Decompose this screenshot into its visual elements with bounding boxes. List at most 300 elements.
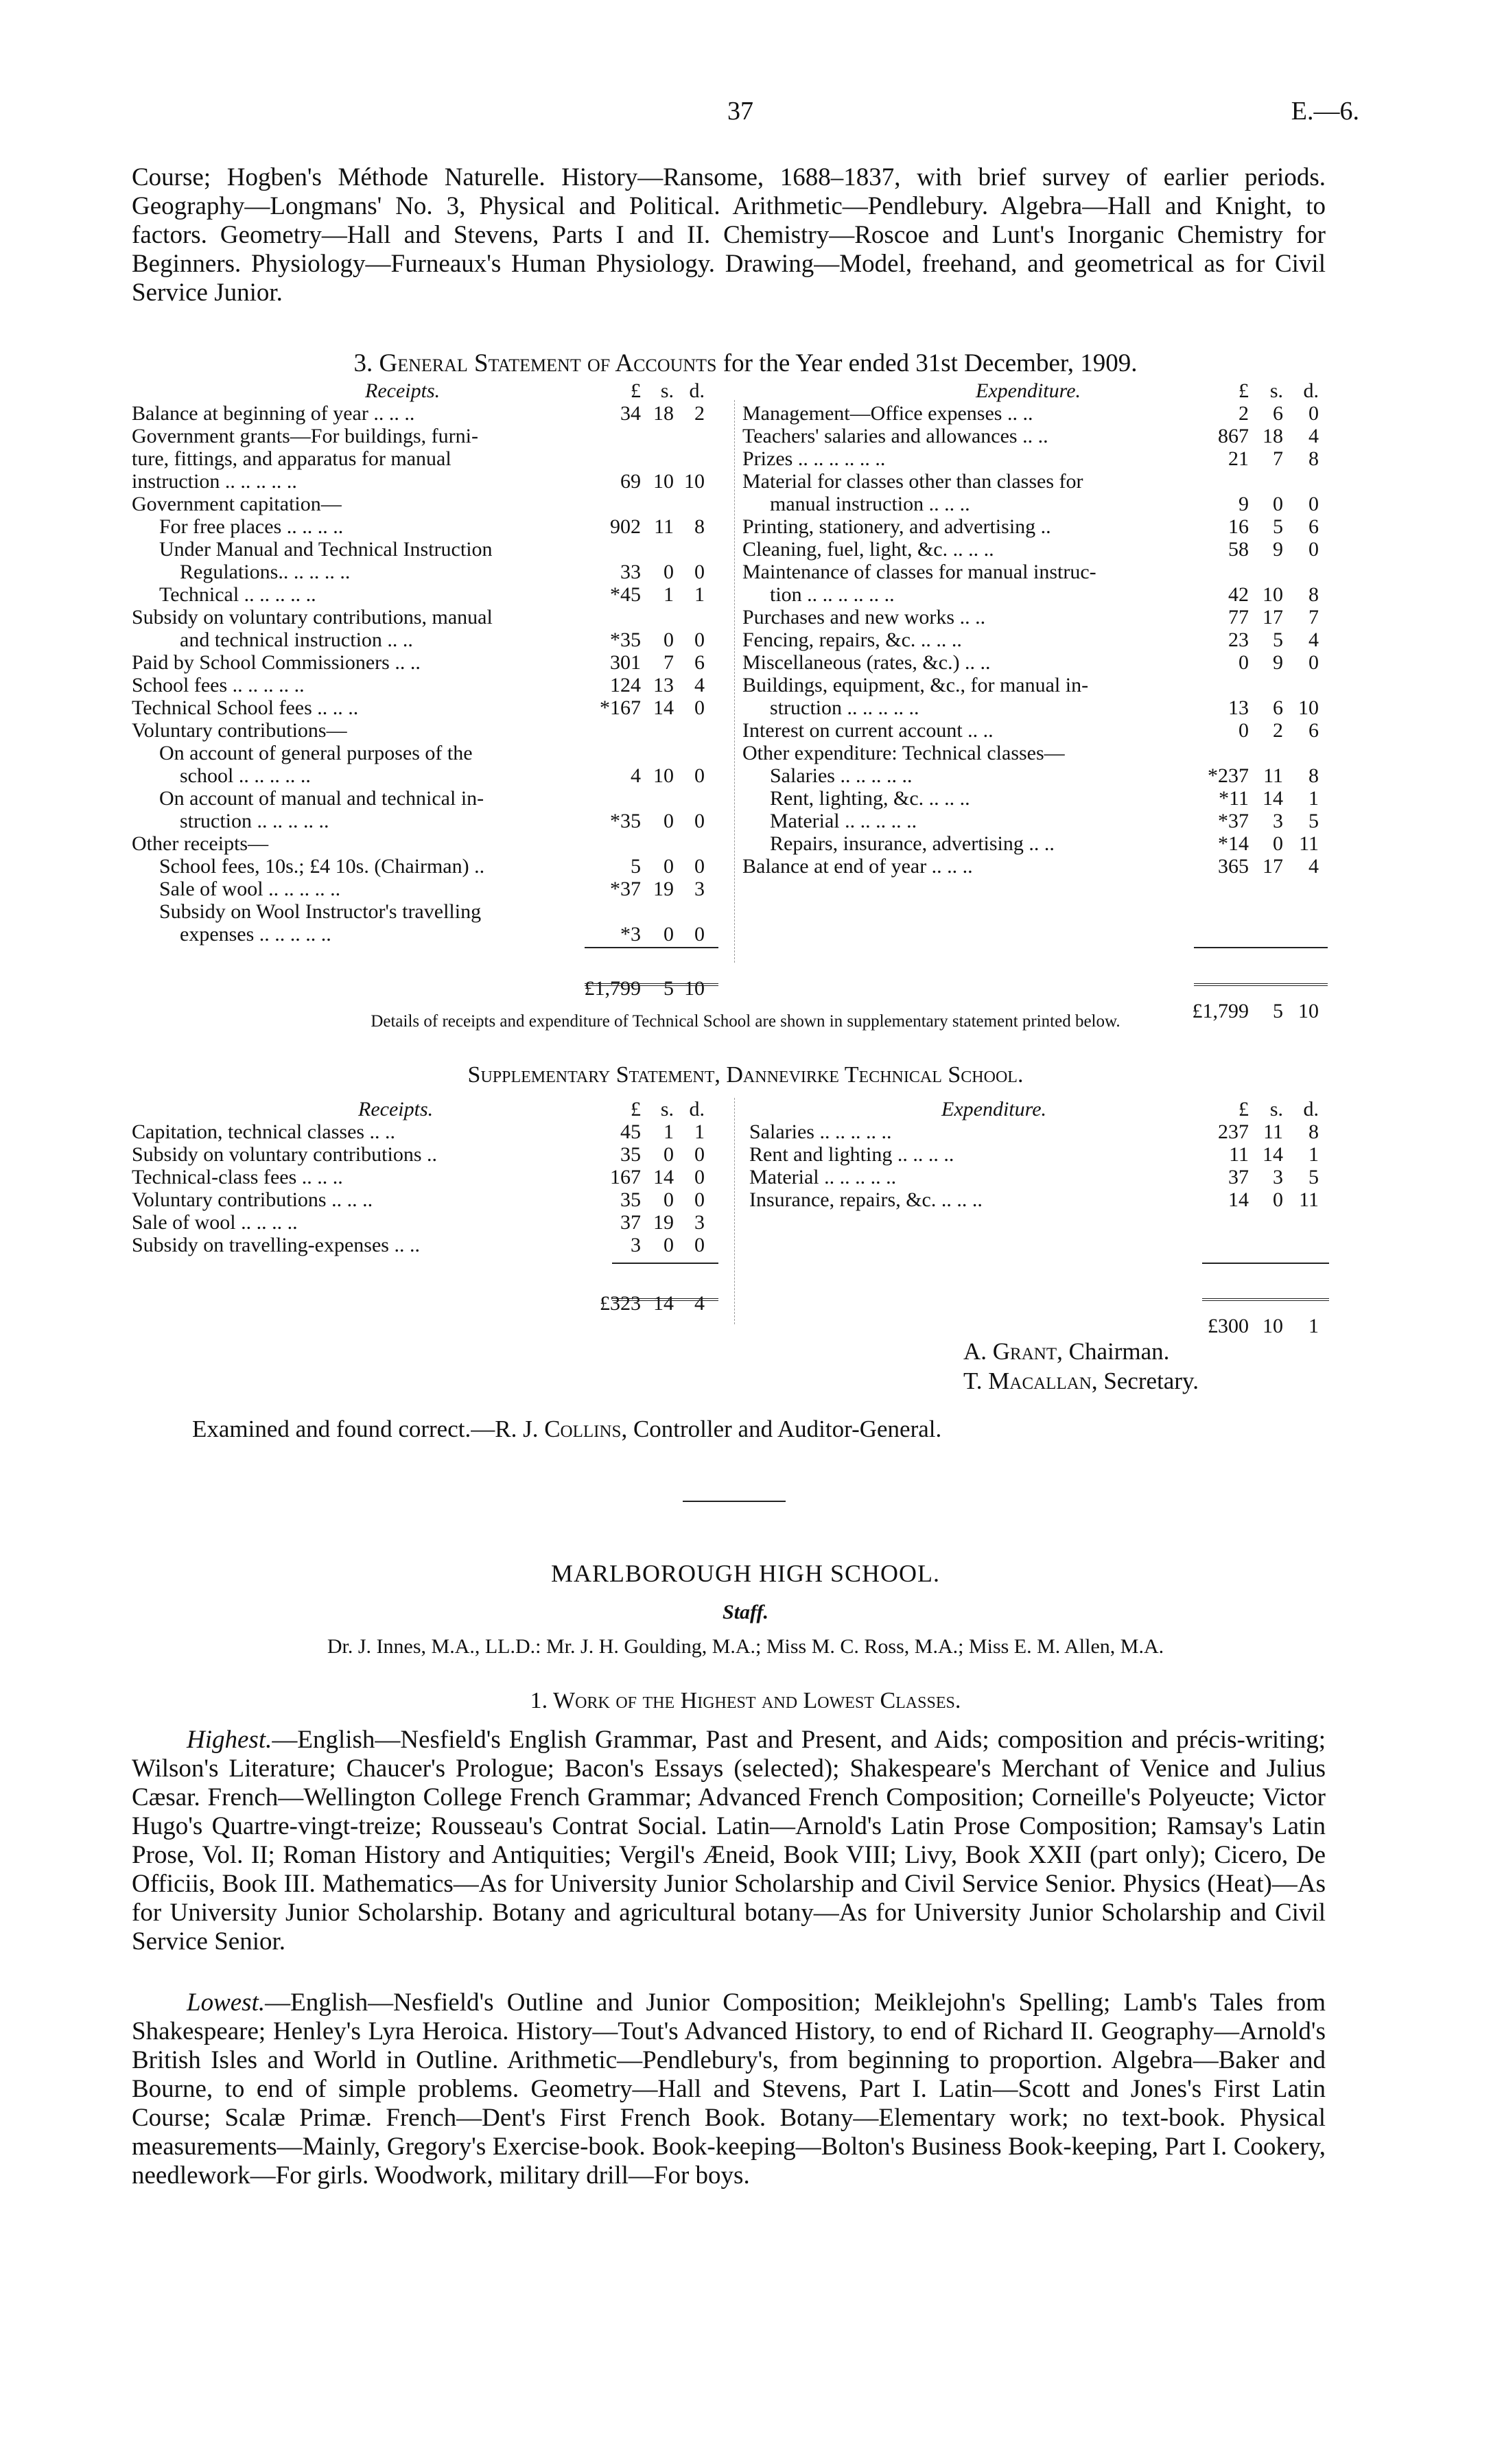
row-pounds: 45 [620, 1120, 641, 1143]
row-label: Maintenance of classes for manual instruc- [742, 561, 1096, 583]
row-pence: 3 [694, 1211, 705, 1234]
section-separator [683, 1501, 786, 1502]
row-shillings: 1 [664, 1120, 674, 1143]
row-pounds: 13 [1228, 696, 1249, 719]
row-pence: 1 [1308, 787, 1319, 810]
general-header-row [132, 379, 1332, 402]
row-label: Subsidy on voluntary contributions, manual [132, 606, 493, 629]
row-label: Technical School fees .. .. .. [132, 696, 359, 719]
row-pence: 0 [694, 1166, 705, 1188]
row-pence: 8 [1308, 764, 1319, 787]
row-pounds: *37 [610, 878, 641, 900]
row-pounds: 167 [610, 1166, 641, 1188]
row-pounds: 237 [1218, 1120, 1249, 1143]
supp-receipts-total-rule [612, 1263, 718, 1264]
row-shillings: 14 [1263, 1143, 1283, 1166]
receipts-total-shillings: 5 [664, 977, 674, 1000]
row-pence: 7 [1308, 606, 1319, 629]
row-label: Buildings, equipment, &c., for manual in- [742, 674, 1089, 696]
supp-expenditure-total-shillings: 10 [1263, 1315, 1283, 1337]
row-pounds: 42 [1228, 583, 1249, 606]
row-label: school .. .. .. .. .. [180, 764, 311, 787]
supp-receipts-shillings-header: s. [660, 1098, 674, 1120]
supp-receipts-total-pence: 4 [694, 1292, 705, 1315]
receipts-total-pounds: £1,799 [584, 977, 641, 1000]
row-pence: 0 [1308, 402, 1319, 425]
row-pounds: 33 [620, 561, 641, 583]
row-pence: 8 [1308, 447, 1319, 470]
table-row [742, 674, 1332, 696]
table-row [132, 583, 736, 606]
row-pounds: 37 [1228, 1166, 1249, 1188]
row-label: Capitation, technical classes .. .. [132, 1120, 396, 1143]
row-pence: 4 [694, 674, 705, 696]
audit-suffix: , Controller and Auditor-General. [621, 1416, 942, 1442]
audit-name: R. J. Collins [495, 1416, 622, 1442]
row-pounds: 11 [1229, 1143, 1249, 1166]
lowest-text: —English—Nesfield's Outline and Junior Composition; Meiklejohn's Spelling; Lamb's Tales from Shakespeare; Henley's Lyra Heroica. History—Tout's Advanced History, to end of Richard II. Geography—Arnold's British Isles and World in Outline. Arithmetic—Pendlebury's, from beginning to proportion. Algebra—Baker and Bourne, to end of simple problems. Geometry—Hall and Stevens, Part I. Latin—Scott and Jones's First Latin Course; Scalæ Primæ. French—Dent's First French Book. Botany—Elementary work; no text-book. Physical measurements—Mainly, Gregory's Exercise-book. Book-keeping—Bolton's Business Book-keeping, Part I. Cookery, needlework—For girls. Woodwork, military drill—For boys. [132, 1988, 1326, 2190]
row-pounds: *37 [1218, 810, 1249, 832]
row-label: Technical-class fees .. .. .. [132, 1166, 343, 1188]
audit-line [192, 1416, 941, 1443]
row-label: Government grants—For buildings, furni- [132, 425, 478, 447]
row-shillings: 0 [664, 629, 674, 651]
receipts-total-pence: 10 [684, 977, 705, 1000]
row-shillings: 3 [1273, 810, 1283, 832]
highest-text: —English—Nesfield's English Grammar, Past and Present, and Aids; composition and précis-writing; Wilson's Literature; Chaucer's Prologue; Bacon's Essays (selected); Shakespeare's Merchant of Venice and Julius Cæsar. French—Wellington College French Grammar; Advanced French Composition; Corneille's Polyeucte; Victor Hugo's Quartre-vingt-treize; Rousseau's Contrat Social. Latin—Arnold's Latin Prose Composition; Ramsay's Latin Prose, Vol. II; Roman History and Antiquities; Vergil's Æneid, Book VIII; Livy, Book XXII (part only); Cicero, De Officiis, Book III. Mathematics—As for University Junior Scholarship and Civil Service Senior. Physics (Heat)—As for University Junior Scholarship. Botany and agricultural botany—As for University Junior Scholarship and Civil Service Senior. [132, 1726, 1326, 1956]
lowest-label: Lowest. [187, 1988, 266, 2017]
supplementary-receipts-list [132, 1120, 736, 1256]
row-pence: 0 [694, 1188, 705, 1211]
row-shillings: 9 [1273, 538, 1283, 561]
expenditure-total-shillings: 5 [1273, 1000, 1283, 1022]
row-pence: 10 [1298, 696, 1319, 719]
row-label: instruction .. .. .. .. .. [132, 470, 297, 493]
highest-paragraph [132, 1726, 1326, 1956]
row-shillings: 19 [653, 878, 674, 900]
row-pounds: 35 [620, 1188, 641, 1211]
row-shillings: 0 [1273, 1188, 1283, 1211]
row-pence: 1 [1308, 1143, 1319, 1166]
table-row [132, 1166, 736, 1188]
row-shillings: 1 [664, 583, 674, 606]
row-pence: 1 [694, 1120, 705, 1143]
row-label: Balance at end of year .. .. .. [742, 855, 973, 878]
row-label: Balance at beginning of year .. .. .. [132, 402, 415, 425]
row-pounds: *14 [1218, 832, 1249, 855]
row-label: Interest on current account .. .. [742, 719, 994, 742]
expenditure-pence-header: d. [1303, 379, 1319, 402]
row-pence: 6 [1308, 719, 1319, 742]
row-shillings: 17 [1263, 855, 1283, 878]
row-pounds: 14 [1228, 1188, 1249, 1211]
row-pounds: 16 [1228, 515, 1249, 538]
row-label: tion .. .. .. .. .. .. [770, 583, 895, 606]
school-title: MARLBOROUGH HIGH SCHOOL. [550, 1560, 941, 1587]
row-pounds: 124 [610, 674, 641, 696]
row-pounds: 0 [1238, 719, 1249, 742]
audit-prefix: Examined and found correct.— [192, 1416, 495, 1442]
signature-secretary [963, 1368, 1199, 1395]
row-pence: 0 [694, 855, 705, 878]
table-row [132, 787, 736, 810]
row-label: Under Manual and Technical Instruction [159, 538, 493, 561]
table-row [132, 1211, 736, 1234]
table-row [742, 832, 1332, 855]
table-row [132, 515, 736, 538]
report-code: E.—6. [1291, 97, 1359, 126]
row-label: Repairs, insurance, advertising .. .. [770, 832, 1055, 855]
table-row [132, 538, 736, 561]
row-pence: 4 [1308, 425, 1319, 447]
row-label: Other receipts— [132, 832, 269, 855]
chairman-name: A. Grant [963, 1338, 1057, 1365]
expenditure-pounds-header: £ [1238, 379, 1249, 402]
supp-receipts-double-rule [612, 1298, 718, 1301]
table-row [742, 696, 1332, 719]
table-row [742, 606, 1332, 629]
supp-expenditure-double-rule [1202, 1298, 1329, 1301]
row-label: Insurance, repairs, &c. .. .. .. [749, 1188, 983, 1211]
row-pence: 0 [694, 1143, 705, 1166]
row-label: Fencing, repairs, &c. .. .. .. [742, 629, 962, 651]
table-row [132, 855, 736, 878]
table-row [742, 470, 1332, 493]
row-label: Material .. .. .. .. .. [749, 1166, 897, 1188]
table-row [742, 719, 1332, 742]
row-shillings: 10 [653, 470, 674, 493]
row-pence: 11 [1299, 832, 1319, 855]
row-pence: 0 [694, 923, 705, 946]
supplementary-expenditure-header: Expenditure. [941, 1098, 1047, 1120]
supp-receipts-total-shillings: 14 [653, 1292, 674, 1315]
table-row [749, 1188, 1332, 1211]
row-label: Teachers' salaries and allowances .. .. [742, 425, 1048, 447]
table-row [742, 810, 1332, 832]
row-label: Rent, lighting, &c. .. .. .. [770, 787, 970, 810]
row-shillings: 0 [664, 855, 674, 878]
table-row [132, 1234, 736, 1256]
row-label: Rent and lighting .. .. .. .. [749, 1143, 954, 1166]
row-label: expenses .. .. .. .. .. [180, 923, 331, 946]
row-label: Sale of wool .. .. .. .. [132, 1211, 298, 1234]
row-pence: 0 [694, 561, 705, 583]
table-row [132, 1120, 736, 1143]
row-label: manual instruction .. .. .. [770, 493, 970, 515]
row-pounds: 58 [1228, 538, 1249, 561]
highest-label: Highest. [187, 1726, 272, 1754]
row-shillings: 13 [653, 674, 674, 696]
row-pence: 6 [694, 651, 705, 674]
table-row [742, 764, 1332, 787]
table-row [132, 810, 736, 832]
row-shillings: 0 [664, 1143, 674, 1166]
row-pounds: *3 [620, 923, 641, 946]
supp-expenditure-total-pounds: £300 [1208, 1315, 1249, 1337]
row-label: For free places .. .. .. .. [159, 515, 344, 538]
table-row [132, 447, 736, 470]
row-pence: 4 [1308, 855, 1319, 878]
staff-heading: Staff. [723, 1601, 768, 1623]
row-pounds: 365 [1218, 855, 1249, 878]
row-pence: 0 [1308, 651, 1319, 674]
row-shillings: 18 [1263, 425, 1283, 447]
table-row [742, 515, 1332, 538]
row-shillings: 7 [1273, 447, 1283, 470]
row-label: struction .. .. .. .. .. [180, 810, 329, 832]
supp-receipts-pounds-header: £ [631, 1098, 641, 1120]
row-label: and technical instruction .. .. [180, 629, 413, 651]
row-shillings: 0 [664, 1188, 674, 1211]
row-shillings: 0 [664, 923, 674, 946]
row-pounds: 5 [631, 855, 641, 878]
row-shillings: 14 [653, 696, 674, 719]
row-pounds: *35 [610, 810, 641, 832]
row-label: Other expenditure: Technical classes— [742, 742, 1065, 764]
table-row [132, 402, 736, 425]
row-label: Sale of wool .. .. .. .. .. [159, 878, 341, 900]
table-row [132, 832, 736, 855]
row-pounds: 23 [1228, 629, 1249, 651]
page-number: 37 [727, 97, 753, 126]
receipts-pence-header: d. [689, 379, 705, 402]
details-note: Details of receipts and expenditure of Technical School are shown in supplementary statement printed below. [371, 1012, 1120, 1031]
highest-text-block [132, 1726, 1326, 1956]
expenditure-header: Expenditure. [976, 379, 1081, 402]
supp-expenditure-pounds-header: £ [1238, 1098, 1249, 1120]
row-pence: 0 [694, 810, 705, 832]
row-shillings: 6 [1273, 402, 1283, 425]
row-shillings: 17 [1263, 606, 1283, 629]
row-label: Voluntary contributions— [132, 719, 347, 742]
table-row [742, 561, 1332, 583]
general-statement-title [0, 349, 1491, 378]
row-shillings: 11 [654, 515, 674, 538]
row-pounds: 301 [610, 651, 641, 674]
receipts-total-row [132, 977, 736, 1000]
row-pounds: *167 [600, 696, 641, 719]
row-pounds: 69 [620, 470, 641, 493]
row-pence: 8 [1308, 1120, 1319, 1143]
row-label: Technical .. .. .. .. .. [159, 583, 316, 606]
supp-expenditure-total-row [749, 1315, 1332, 1337]
row-shillings: 3 [1273, 1166, 1283, 1188]
row-shillings: 9 [1273, 651, 1283, 674]
row-pence: 8 [1308, 583, 1319, 606]
row-shillings: 10 [1263, 583, 1283, 606]
row-label: ture, fittings, and apparatus for manual [132, 447, 451, 470]
row-pence: 5 [1308, 1166, 1319, 1188]
lowest-text-block [132, 1988, 1326, 2190]
table-row [742, 402, 1332, 425]
supplementary-expenditure-list [749, 1120, 1332, 1211]
supp-receipts-pence-header: d. [689, 1098, 705, 1120]
row-pounds: 902 [610, 515, 641, 538]
table-row [749, 1166, 1332, 1188]
row-label: Management—Office expenses .. .. [742, 402, 1033, 425]
supp-receipts-total-pounds: £323 [600, 1292, 641, 1315]
row-pounds: 77 [1228, 606, 1249, 629]
supp-expenditure-total-rule [1202, 1263, 1329, 1264]
intro-text: Course; Hogben's Méthode Naturelle. History—Ransome, 1688–1837, with brief survey of earlier periods. Geography—Longmans' No. 3, Physical and Political. Arithmetic—Pendlebury. Algebra—Hall and Knight, to factors. Geometry—Hall and Stevens, Parts I and II. Chemistry—Roscoe and Lunt's Inorganic Chemistry for Beginners. Physiology—Furneaux's Human Physiology. Drawing—Model, freehand, and geometrical as for Civil Service Junior. [132, 163, 1326, 307]
row-label: Subsidy on travelling-expenses .. .. [132, 1234, 420, 1256]
row-label: Regulations.. .. .. .. .. [180, 561, 351, 583]
row-pounds: 34 [620, 402, 641, 425]
row-pence: 10 [684, 470, 705, 493]
row-label: Miscellaneous (rates, &c.) .. .. [742, 651, 991, 674]
row-shillings: 10 [653, 764, 674, 787]
receipts-shillings-header: s. [660, 379, 674, 402]
supplementary-receipts-header: Receipts. [358, 1098, 434, 1120]
supplementary-header-row [132, 1098, 1332, 1120]
row-shillings: 11 [1263, 1120, 1283, 1143]
row-shillings: 2 [1273, 719, 1283, 742]
row-label: School fees .. .. .. .. .. [132, 674, 305, 696]
supp-expenditure-pence-header: d. [1303, 1098, 1319, 1120]
table-row [132, 923, 736, 946]
row-shillings: 18 [653, 402, 674, 425]
row-pounds: 21 [1228, 447, 1249, 470]
row-pounds: 35 [620, 1143, 641, 1166]
row-label: Material for classes other than classes for [742, 470, 1083, 493]
row-label: Government capitation— [132, 493, 342, 515]
table-row [132, 1188, 736, 1211]
row-pounds: 2 [1238, 402, 1249, 425]
table-row [132, 878, 736, 900]
receipts-list [132, 402, 736, 946]
table-row [132, 470, 736, 493]
intro-paragraph [132, 163, 1326, 307]
table-row [132, 425, 736, 447]
receipts-total-rule [585, 947, 718, 948]
table-row [742, 583, 1332, 606]
general-statement-title-suffix: for the Year ended 31st December, 1909. [723, 349, 1138, 377]
table-row [742, 493, 1332, 515]
supplementary-table [132, 1098, 1332, 1345]
row-pence: 11 [1299, 1188, 1319, 1211]
supp-receipts-total-row [132, 1292, 736, 1315]
table-row [132, 561, 736, 583]
row-label: Salaries .. .. .. .. .. [770, 764, 913, 787]
row-pence: 8 [694, 515, 705, 538]
row-label: Salaries .. .. .. .. .. [749, 1120, 892, 1143]
row-label: Subsidy on voluntary contributions .. [132, 1143, 437, 1166]
receipts-pounds-header: £ [631, 379, 641, 402]
table-row [742, 855, 1332, 878]
lowest-paragraph [132, 1988, 1326, 2190]
row-label: struction .. .. .. .. .. [770, 696, 919, 719]
table-row [742, 742, 1332, 764]
receipts-double-rule [585, 983, 718, 986]
row-shillings: 0 [1273, 493, 1283, 515]
row-pounds: 3 [631, 1234, 641, 1256]
row-shillings: 0 [1273, 832, 1283, 855]
row-pounds: 37 [620, 1211, 641, 1234]
row-shillings: 5 [1273, 515, 1283, 538]
expenditure-total-pounds: £1,799 [1192, 1000, 1249, 1022]
table-row [132, 719, 736, 742]
chairman-title: , Chairman. [1057, 1338, 1170, 1365]
row-shillings: 14 [653, 1166, 674, 1188]
table-row [132, 629, 736, 651]
row-pounds: *45 [610, 583, 641, 606]
expenditure-total-pence: 10 [1298, 1000, 1319, 1022]
expenditure-shillings-header: s. [1269, 379, 1283, 402]
row-label: Material .. .. .. .. .. [770, 810, 917, 832]
expenditure-list [742, 402, 1332, 878]
row-pence: 2 [694, 402, 705, 425]
table-row [749, 1143, 1332, 1166]
supplementary-title: Supplementary Statement, Dannevirke Technical School. [467, 1062, 1024, 1088]
row-label: Cleaning, fuel, light, &c. .. .. .. [742, 538, 994, 561]
row-pence: 0 [694, 696, 705, 719]
row-shillings: 6 [1273, 696, 1283, 719]
row-pounds: *11 [1219, 787, 1249, 810]
row-pence: 5 [1308, 810, 1319, 832]
table-row [742, 538, 1332, 561]
row-pence: 1 [694, 583, 705, 606]
row-label: On account of manual and technical in- [159, 787, 484, 810]
signature-chairman [963, 1338, 1169, 1365]
table-row [742, 629, 1332, 651]
table-row [132, 651, 736, 674]
row-pence: 6 [1308, 515, 1319, 538]
row-pence: 3 [694, 878, 705, 900]
row-shillings: 14 [1263, 787, 1283, 810]
row-label: Voluntary contributions .. .. .. [132, 1188, 373, 1211]
row-shillings: 19 [653, 1211, 674, 1234]
staff-list: Dr. J. Innes, M.A., LL.D.: Mr. J. H. Goulding, M.A.; Miss M. C. Ross, M.A.; Miss E. M. Allen, M.A. [327, 1635, 1164, 1658]
row-label: Paid by School Commissioners .. .. [132, 651, 421, 674]
secretary-name: T. Macallan [963, 1368, 1092, 1394]
expenditure-double-rule [1194, 983, 1328, 986]
row-pence: 0 [1308, 493, 1319, 515]
table-row [132, 1143, 736, 1166]
row-pounds: *237 [1208, 764, 1249, 787]
row-pence: 0 [1308, 538, 1319, 561]
row-pence: 0 [694, 1234, 705, 1256]
table-row [749, 1120, 1332, 1143]
row-label: School fees, 10s.; £4 10s. (Chairman) .. [159, 855, 485, 878]
expenditure-total-rule [1194, 947, 1328, 948]
table-row [132, 764, 736, 787]
row-pence: 0 [694, 764, 705, 787]
row-label: On account of general purposes of the [159, 742, 473, 764]
table-row [742, 447, 1332, 470]
table-row [132, 493, 736, 515]
row-shillings: 0 [664, 810, 674, 832]
row-label: Subsidy on Wool Instructor's travelling [159, 900, 482, 923]
row-shillings: 7 [664, 651, 674, 674]
row-pounds: 4 [631, 764, 641, 787]
row-shillings: 0 [664, 1234, 674, 1256]
supp-expenditure-total-pence: 1 [1308, 1315, 1319, 1337]
table-row [132, 742, 736, 764]
row-pence: 4 [1308, 629, 1319, 651]
row-pence: 0 [694, 629, 705, 651]
table-row [132, 900, 736, 923]
table-row [742, 787, 1332, 810]
table-row [742, 425, 1332, 447]
supp-expenditure-shillings-header: s. [1269, 1098, 1283, 1120]
table-row [132, 696, 736, 719]
table-row [132, 674, 736, 696]
row-pounds: *35 [610, 629, 641, 651]
work-heading: 1. Work of the Highest and Lowest Classes. [530, 1688, 961, 1713]
table-row [742, 651, 1332, 674]
row-shillings: 5 [1273, 629, 1283, 651]
general-statement-title-prefix: 3. General Statement of Accounts [353, 349, 717, 377]
